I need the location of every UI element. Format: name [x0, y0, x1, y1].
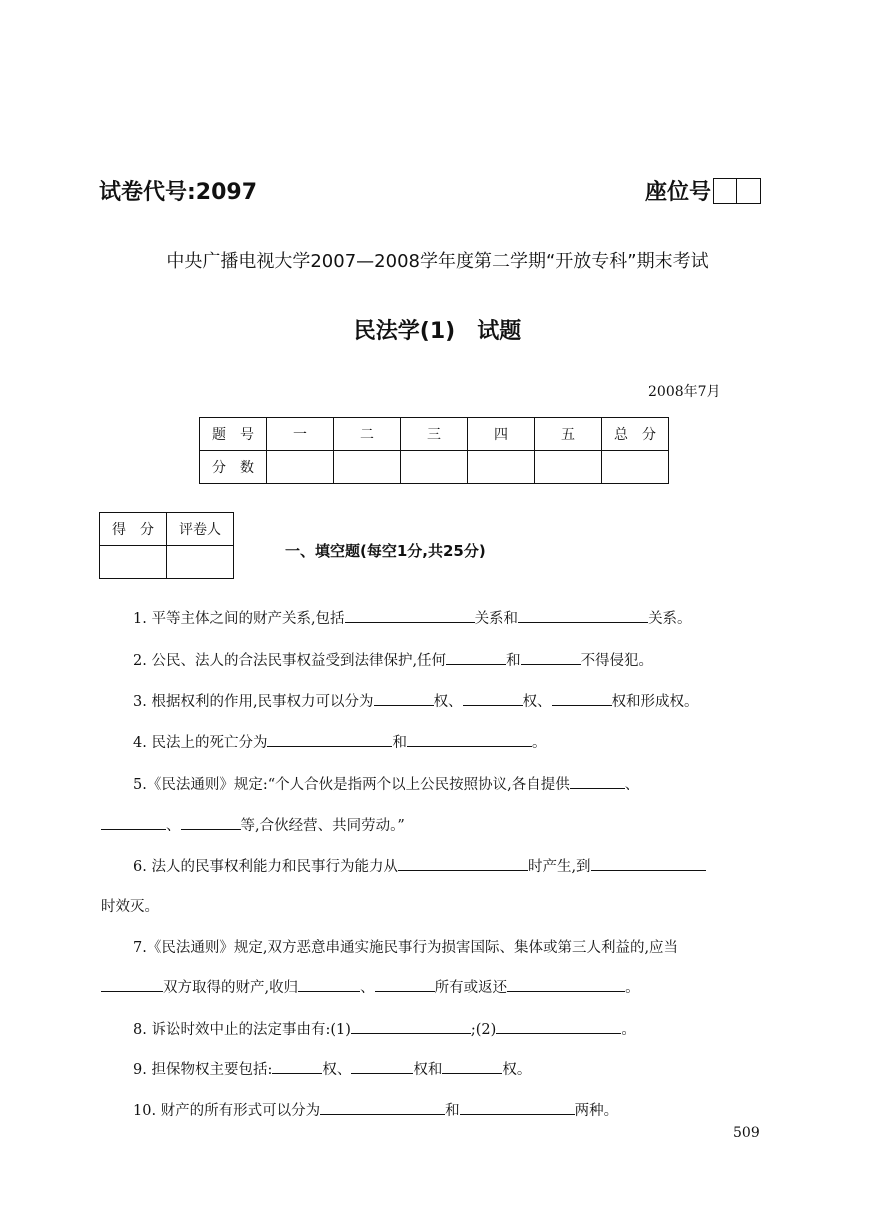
question-text: 不得侵犯。: [580, 653, 654, 669]
answer-blank: [298, 977, 360, 992]
question-2: [133, 649, 653, 670]
score-cell: 五: [535, 418, 602, 451]
question-7-cont: [101, 976, 640, 997]
question-5-cont: [101, 814, 405, 835]
answer-blank: [398, 856, 528, 871]
score-table-header-row: [200, 418, 669, 451]
question-1: [133, 607, 692, 628]
answer-blank: [507, 977, 625, 992]
question-text: 。: [621, 1022, 636, 1038]
answer-blank: [267, 732, 392, 747]
exam-title: 中央广播电视大学2007—2008学年度第二学期“开放专科”期末考试: [166, 251, 709, 272]
answer-blank: [272, 1059, 322, 1074]
question-text: 1. 平等主体之间的财产关系,包括: [133, 611, 345, 627]
question-9: [133, 1058, 531, 1079]
score-input-cell: [602, 451, 669, 484]
question-text: 等,合伙经营、共同劳动。”: [240, 818, 405, 834]
score-cell: 三: [401, 418, 468, 451]
question-text: 权和形成权。: [611, 694, 699, 710]
answer-blank: [570, 774, 625, 789]
grader-label: 评卷人: [167, 513, 234, 546]
question-text: 两种。: [574, 1103, 619, 1119]
answer-blank: [320, 1100, 445, 1115]
answer-blank: [374, 691, 434, 706]
answer-blank: [521, 650, 581, 665]
score-cell: 一: [267, 418, 334, 451]
answer-blank: [351, 1059, 413, 1074]
score-cell: 二: [334, 418, 401, 451]
question-8: [133, 1018, 636, 1039]
question-text: 权、: [322, 1062, 352, 1078]
question-text: 双方取得的财产,收归: [163, 980, 299, 996]
answer-blank: [446, 650, 506, 665]
question-10: [133, 1099, 618, 1120]
answer-blank: [181, 815, 241, 830]
seat-box: [713, 178, 737, 204]
question-3: [133, 690, 699, 711]
answer-blank: [552, 691, 612, 706]
exam-code: 试卷代号:2097: [99, 180, 258, 205]
question-4: [133, 731, 546, 752]
score-input-cell: [401, 451, 468, 484]
question-text: 关系和: [474, 611, 519, 627]
grader-score-cell: [100, 546, 167, 579]
question-text: 3. 根据权利的作用,民事权力可以分为: [133, 694, 374, 710]
score-input-cell: [468, 451, 535, 484]
score-input-cell: [267, 451, 334, 484]
question-text: 10. 财产的所有形式可以分为: [133, 1103, 321, 1119]
question-7: [133, 936, 678, 957]
question-text: 2. 公民、法人的合法民事权益受到法律保护,任何: [133, 653, 447, 669]
answer-blank: [496, 1019, 621, 1034]
seat-label: 座位号: [645, 180, 712, 205]
answer-blank: [463, 691, 523, 706]
question-text: 7.《民法通则》规定,双方恶意串通实施民事行为损害国际、集体或第三人利益的,应当: [133, 940, 679, 956]
answer-blank: [407, 732, 532, 747]
page-number: 509: [733, 1125, 760, 1141]
answer-blank: [351, 1019, 471, 1034]
seat-boxes: [713, 178, 761, 204]
grader-name-cell: [167, 546, 234, 579]
question-text: 和: [392, 735, 407, 751]
question-text: 4. 民法上的死亡分为: [133, 735, 268, 751]
question-text: 所有或返还: [434, 980, 508, 996]
question-text: 关系。: [648, 611, 692, 627]
question-text: 权和: [413, 1062, 443, 1078]
question-text: 、: [166, 818, 181, 834]
answer-blank: [345, 608, 475, 623]
question-6-cont: [101, 895, 159, 916]
subject-title: 民法学(1) 试题: [353, 319, 522, 344]
score-cell: 四: [468, 418, 535, 451]
question-text: 。: [531, 735, 547, 751]
exam-date: 2008年7月: [648, 384, 721, 400]
question-text: 权、: [433, 694, 463, 710]
score-input-cell: [334, 451, 401, 484]
answer-blank: [518, 608, 648, 623]
question-text: 5.《民法通则》规定:“个人合伙是指两个以上公民按照协议,各自提供: [133, 777, 570, 793]
question-text: 权。: [502, 1062, 532, 1078]
section-title: 一、填空题(每空1分,共25分): [285, 542, 486, 560]
answer-blank: [591, 856, 706, 871]
answer-blank: [442, 1059, 502, 1074]
answer-blank: [375, 977, 435, 992]
score-table-score-row: [200, 451, 669, 484]
question-text: 、: [624, 777, 640, 793]
seat-box: [737, 178, 761, 204]
score-cell: 分 数: [200, 451, 267, 484]
question-text: 、: [360, 980, 375, 996]
question-text: 9. 担保物权主要包括:: [133, 1062, 273, 1078]
question-6: [133, 855, 706, 876]
score-table: [199, 417, 669, 484]
question-text: 时效灭。: [101, 899, 159, 915]
grader-score-label: 得 分: [100, 513, 167, 546]
question-text: ;(2): [470, 1022, 497, 1038]
question-text: 6. 法人的民事权利能力和民事行为能力从: [133, 859, 398, 875]
question-text: 8. 诉讼时效中止的法定事由有:(1): [133, 1022, 351, 1038]
answer-blank: [101, 977, 163, 992]
answer-blank: [460, 1100, 575, 1115]
question-text: 和: [506, 653, 521, 669]
seat-number: [645, 175, 761, 206]
score-cell: 总 分: [602, 418, 669, 451]
question-text: 和: [445, 1103, 460, 1119]
question-text: 时产生,到: [527, 859, 591, 875]
question-5: [133, 773, 639, 794]
grader-table: [99, 512, 234, 579]
score-input-cell: [535, 451, 602, 484]
score-cell: 题 号: [200, 418, 267, 451]
answer-blank: [101, 815, 166, 830]
question-text: 权、: [522, 694, 552, 710]
question-text: 。: [625, 980, 640, 996]
